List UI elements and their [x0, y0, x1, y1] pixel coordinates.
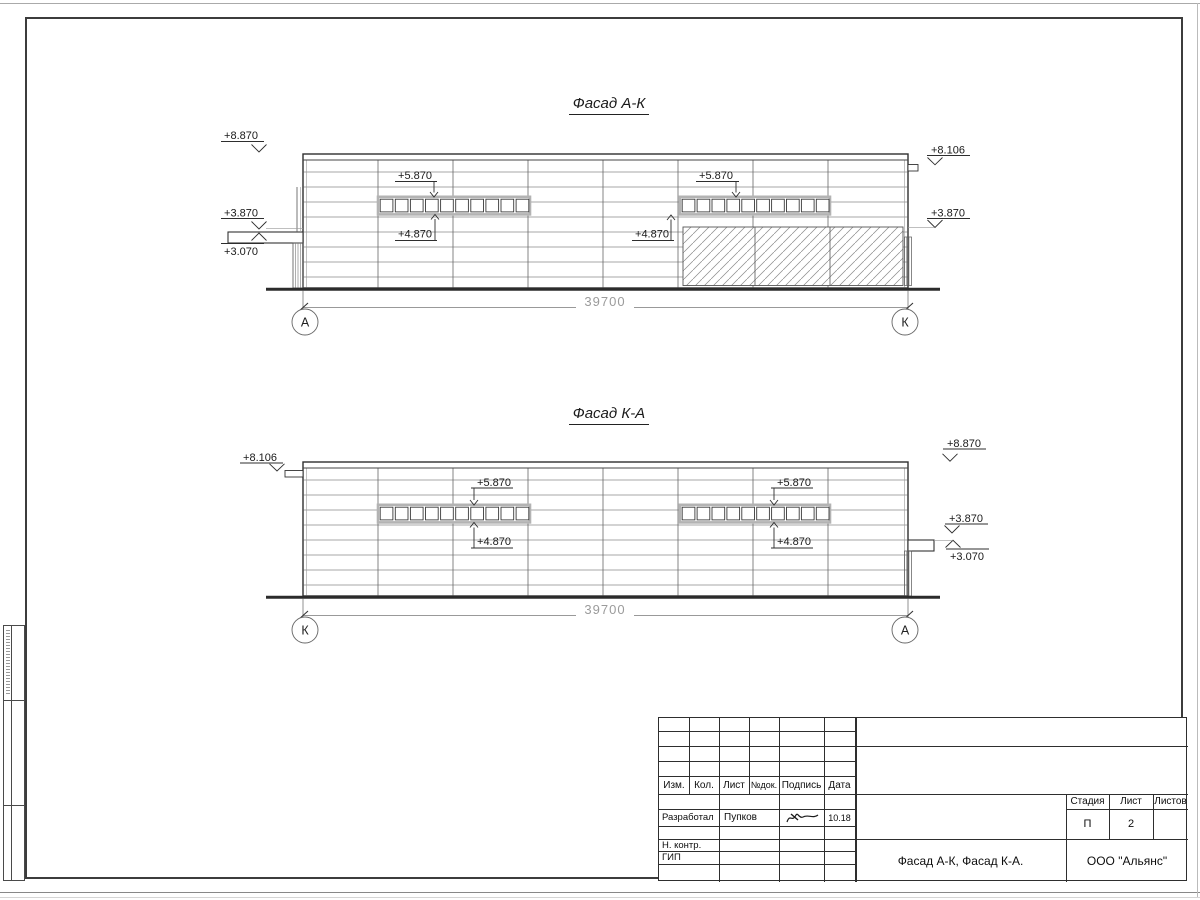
tb-company: ООО "Альянс"	[1086, 853, 1168, 868]
elev-right-top: +8.870	[947, 438, 981, 450]
window2-bottom-mark: +4.870	[777, 536, 811, 548]
tb-header-podpis: Подпись	[781, 779, 822, 791]
facade-2-title-text: Фасад К-А	[569, 405, 649, 425]
tb-sheet-value: 2	[1127, 818, 1135, 830]
window-band-2	[680, 505, 830, 523]
tb-date-developed: 10.18	[828, 812, 851, 823]
window2-top-mark: +5.870	[699, 170, 733, 182]
tb-sheets-label: Листов	[1154, 796, 1187, 807]
tb-header-ndok: №док.	[750, 780, 778, 790]
side-stamp-vertical-text	[6, 630, 10, 696]
window2-top-mark: +5.870	[777, 477, 811, 489]
window1-top-mark: +5.870	[398, 170, 432, 182]
elev-right-low: +3.070	[950, 551, 984, 563]
window-band-1	[378, 505, 530, 523]
tb-name-developed: Пупков	[724, 812, 757, 823]
tb-doc-title: Фасад А-К, Фасад К-А.	[897, 853, 1024, 868]
sheet-edge-bottom	[0, 892, 1200, 893]
tb-header-kol: Кол.	[694, 779, 714, 791]
elevation-marks	[240, 449, 989, 549]
tb-header-izm: Изм.	[663, 779, 685, 791]
elev-right-mid: +3.870	[931, 207, 965, 220]
right-parapet-tab	[908, 165, 918, 172]
window-band-1	[378, 197, 530, 215]
building-outline	[303, 462, 908, 596]
dimension-value: 39700	[584, 602, 626, 617]
axis-letter-left: А	[300, 315, 310, 330]
window1-bottom-mark: +4.870	[398, 228, 432, 241]
tb-stage-value: П	[1083, 818, 1092, 830]
tb-header-data: Дата	[828, 779, 851, 791]
hatched-wall-panels	[683, 227, 903, 286]
sheet-edge-right	[1197, 3, 1198, 897]
elev-left-mid: +3.870	[224, 207, 258, 220]
axis-letter-left: К	[301, 623, 309, 638]
facade-a-k-drawing	[200, 85, 1010, 345]
tb-sheet-label: Лист	[1120, 796, 1142, 807]
mullions	[307, 469, 905, 596]
tb-role-gip: ГИП	[662, 852, 681, 863]
right-canopy	[908, 540, 934, 551]
window2-bottom-mark: +4.870	[635, 228, 669, 241]
elev-left-top: +8.870	[224, 130, 258, 142]
panel-lines	[304, 480, 908, 585]
elev-left-low: +3.070	[224, 246, 258, 258]
dimension-value: 39700	[584, 294, 626, 309]
sheet-edge-bottom2	[0, 897, 1200, 898]
window-band-2	[680, 197, 830, 215]
tb-role-ncontr: Н. контр.	[662, 839, 702, 851]
side-stamp	[3, 625, 25, 881]
elev-left-top: +8.106	[243, 452, 277, 464]
elev-right-mid: +3.870	[949, 513, 983, 525]
title-block	[658, 717, 1187, 881]
window1-top-mark: +5.870	[477, 477, 511, 489]
elev-right-top: +8.106	[931, 144, 965, 157]
facade-1-title-text: Фасад А-К	[569, 95, 649, 115]
tb-role-developed: Разработал	[662, 812, 714, 823]
tb-stage-label: Стадия	[1070, 796, 1105, 807]
sheet-edge-top	[0, 3, 1200, 4]
signature-icon	[783, 811, 821, 825]
left-parapet-tab	[285, 471, 303, 478]
facade-k-a-drawing	[200, 395, 1010, 660]
axis-letter-right: А	[900, 623, 910, 638]
left-column	[293, 243, 303, 288]
tb-signature	[779, 809, 824, 826]
axis-letter-right: К	[901, 315, 909, 330]
tb-header-list: Лист	[723, 779, 745, 791]
window1-bottom-mark: +4.870	[477, 536, 511, 548]
